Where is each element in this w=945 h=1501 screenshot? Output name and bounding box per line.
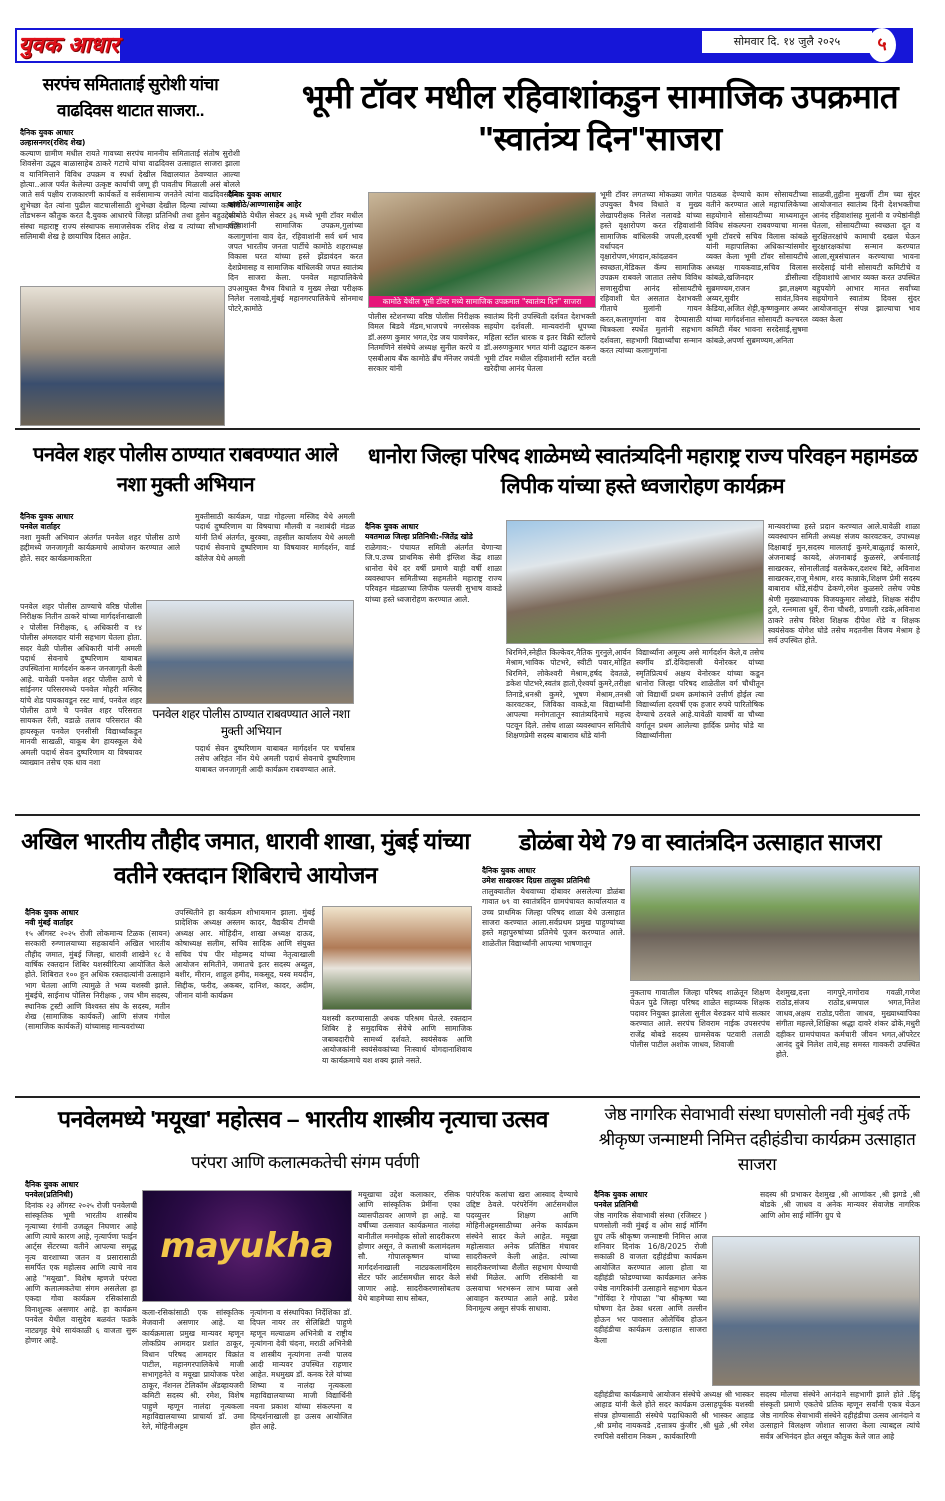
article-text: कल्याण ग्रामीण मधील रायते गावच्या सरपंच माननीय समिताताई संतोष सुरोशी शिवसेना उद्धव बाळासाहेब ठाकरे गटाचे यांचा वाढदिवस उत्साहात साजरा झाला व यानिमित्ताने विविध उपक्रम व स्पर्धा देखील विद्यालयात ठेवण्यात आल्या होत्या..आज पर्यंत केलेल्या उत्कृष्ट कार्याची जणू ही पावतीच मिळाली असं बोलले जाते सर्व पक्षीय राजकारणी कार्यकर्ते व सर्वसामान्य जनतेने त्यांना वाढदिवसाच्या शुभेच्छा देत त्यांना पुढील वाटचालीसाठी शुभेच्छा देखील दिल्या त्यांच्या कार्याचे तोंडभरून कौतुक करत दै.युवक आधारचे जिल्हा प्रतिनिधी तथा हुसेन बहुउद्देशीय संस्था महाराष्ट्र राज्य संस्थापक समाजसेवक रशिद शेख व त्यांच्या सौभाग्यवती सलिमाबी शेख हे छायाचित्र दिसत आहेत. [20, 148, 240, 242]
byline: उल्हासनगर(रशिद शेख) [20, 138, 86, 148]
article-headline: धानोरा जिल्हा परिषद शाळेमध्ये स्वातंत्र्यदिनी महाराष्ट्र राज्य परिवहन महामंडळ लिपीक यांच्या हस्ते ध्वजारोहण कार्यक्रम [367, 445, 918, 498]
article-column: पारंपरिक कलांचा खरा आस्वाद देण्याचे उद्दिष्ट ठेवले. परंपरेनिंग आर्टसमधील पदव्युत्तर शिक्षण आणि मोहिनीअट्टमसाठीच्या अनेक कार्यक्रम संस्थेने सादर केले आहेत. मयूखा महोत्सवात अनेक प्रतिष्ठित मंचावर सादरीकरणे केली आहेत. त्यांच्या सादरीकरणांच्या शैलीत सहभाग घेण्याची संधी मिळेल. आणि रसिकांनी या उत्सवाचा भरभरून लाभ घ्यावा असे आवाहन करण्यात आले आहे. प्रवेश विनामूल्य असून संपर्क साधावा. [466, 1190, 578, 1314]
article-column: नृत्यांगना व संस्थापिका निर्देशिका डॉ. दिपल नायर तर सेलिब्रिटी पाहुणे म्हणून मल्याळम अभिनेत्री व राष्ट्रीय नृत्यांगना देवी चंदना, मराठी अभिनेत्री व शास्त्रीय नृत्यांगना तन्वी पालव आदी मान्यवर उपस्थित राहणार आहेत. मधमुख्य डॉ. कनक रेले यांच्या शिष्या व नालंदा नृत्यकला महाविद्यालयाच्या माजी विद्यार्थिनी नयना प्रकाश यांच्या संकल्पना व दिग्दर्शनाखाली हा उत्सव आयोजित होत आहे. [250, 1308, 352, 1432]
article-column: मयूखाचा उद्देश कलाकार, रसिक आणि सांस्कृतिक प्रेमींना एका व्यासपीठावर आणणे हा आहे. या वर्षीच्या उत्सवात कार्यक्रमात नालंदा बानीतील मनमोहक सोलो सादरीकरण होणार असून, ते कलाश्री कलामंदलम सौ. गोपालकृष्णन यांच्या मार्गदर्शनाखाली नाट्यकलामंदिरम सेंटर फॉर आर्टसमधील सादर केले जाणार आहे. सादरीकरणासोबतच येथे बाहमेच्या साथ सोबत, [358, 1190, 460, 1304]
article-column: भूमी टॉवर लगतच्या मोकळ्या जागेत उपयुक्त वैभव विधाते व मुख्य लेखापरीक्षक निलेश नलावडे यांच्या हस्ते वृक्षारोपण करत रहिवाशांनी सामाजिक बांधिलकी जपली,दरवर्षी वर्धापदन वृक्षारोपण,भंगदान,कांदळवन स्वच्छता,मेडिकल कॅम्प सामाजिक उपक्रम राबवले जातात तसेच विविध सणासुदीचा आनंद सोसायटीचे रहिवाशी घेत असतात देशभक्ती गीताचे मुलांनी गायन करत,कलागुणांना वाव देण्यासाठी चित्रकला स्पर्धेत मुलांनी सहभाग दर्शवला, सहभागी विद्यार्थ्यांचा सन्मान करत त्यांच्या कलागुणांना [600, 190, 702, 356]
article-headline: जेष्ठ नागरिक सेवाभावी संस्था घणसोली नवी मुंबई तर्फे श्रीकृष्ण जन्माष्टमी निमित्त दहीहंडीचा कार्यक्रम उत्साहात साजरा [598, 1105, 916, 1174]
byline: पनवेल(प्रतिनिधी) [25, 1190, 74, 1200]
article-column [25, 908, 170, 1088]
byline: दैनिक युवक आधार [25, 908, 79, 917]
article-column: सदस्य श्री प्रभाकर देशमुख ,श्री आणांकर ,श्री झगडे ,श्री बोडके ,श्री जाधव व अनेक मान्यवर सेवाजेष्ठ नागरिक आणि ओम साई मॉर्निंग ग्रुप चे [760, 1190, 920, 1220]
byline: दैनिक युवक आधार [365, 522, 419, 531]
article-column: नुकताच गावातील जिल्हा परिषद शाळेतून शिक्षण घेऊन पुढे जिल्हा परिषद शाळेत सहाय्यक शिक्षक पदावर नियुक्त झालेला सुनील येरुडकर यांचे सत्कार करण्यात आले. सरपंच शिवराम नाईक उपसरपंच राजेंद्र बोबडे सदस्य ग्रामसेवक पटवारी तलाठी पोलीस पाटील अशोक जाधव, शिवाजी [630, 988, 770, 1050]
photo-blood-donation [322, 906, 472, 1010]
article-headline: पनवेलमध्ये 'मयूखा' महोत्सव – भारतीय शास्त्रीय नृत्याचा उत्सव [58, 1106, 548, 1132]
article-column [25, 1180, 137, 1490]
article-column: मुक्तीसाठी कार्यक्रम, पाडा गोहल्ला मस्जिद येथे अमली पदार्थ दुष्परिणाम या विषयाचा मौलवी व नशाबंदी मंडळ यांनी तिर्थ अंतर्गत, बुरक्या, तहसील कार्यालय येथे अमली पदार्थ सेवनाचे दुष्परिणाम या विषयावर मार्गदर्शन, वार्ड कॉलेज येथे अमली [195, 512, 355, 563]
byline: दैनिक युवक आधार [594, 1190, 648, 1199]
photo-dahi-handi [712, 1236, 920, 1386]
article-column [20, 512, 180, 602]
photo-birthday-celebration [20, 286, 225, 426]
byline: दैनिक युवक आधार [482, 866, 536, 875]
photo-village-gathering [630, 866, 920, 981]
byline: उमेश साखरकर दिग्रस तालुका प्रतिनिधी [482, 876, 590, 886]
photo-independence-day [368, 192, 596, 308]
article-text: दिनांक २३ ऑगस्ट २०२५ रोजी पनवेलची सांस्कृतिक भूमी भारतीय शास्त्रीय नृत्याच्या रंगांनी उजळून निघणार आहे आणि त्याचे कारण आहे, नृत्यार्पणा फाईन आर्ट्स सेंटरच्या वतीने आपल्या समृद्ध नृत्य वारशाच्या जतन व प्रसारासाठी समर्पित एक महोत्सव आणि त्याचे नाव आहे "मयूखा". विशेष म्हणजे परंपरा आणि कलात्मकतेचा संगम असलेला हा एकदा गोवा कार्यक्रम रसिकांसाठी विनाशुल्क असणार आहे. हा कार्यक्रम पनवेल येथील वासुदेव बळवंत फडके नाट्यगृह येथे सायंकाळी ६ वाजता सुरू होणार आहे. [25, 1200, 137, 1346]
byline: दैनिक युवक आधार [20, 128, 74, 137]
article-column: पोलीस स्टेशनच्या वरिष्ठ पोलीस निरीक्षक विमल बिडवे मॅडम,भाजपचे नगरसेवक डॉ.अरुण कुमार भगत,ऐड जय पावणेकर, नितमणिने संस्थेचे अध्यक्ष सुनील करपे व एसबीआय बँक कामोठे ब्रँच मॅनेजर जयंती सरकार यांनी [368, 312, 480, 374]
photo-caption: कामोठे येथील भूमी टॉवर मध्ये सामाजिक उपक्रमात "स्वातंत्र्य दिन" साजरा [369, 296, 595, 307]
article-column: देशमुख,दत्ता नागपुरे,नागोराव गवळी,गणेश राठोड,संजय राठोड,धम्मपाल भगत,नितेश जाधव,अक्षय राठोड,परीता जाधव, मुख्याध्यापिका संगीता महल्ले,शिक्षिका श्रद्धा दावरे शंकर ढोके,मधुरी दहीकर ग्रामपंचायत कर्मचारी जीवन भगत,ऑपरेटर आनंद दुबे निलेश ताये,सह समस्त गावकरी उपस्थित होते. [776, 988, 920, 1060]
section-divider [15, 428, 920, 430]
byline: पनवेल वार्ताहर [20, 522, 61, 532]
byline: पनवेल प्रतिनिधी [594, 1200, 638, 1210]
article-column: विद्यार्थ्यांना अमूल्य असे मार्गदर्शन केले,व तसेच स्वर्गीय डॉ.देविदासजी येनोरकर यांच्या स्मृतिप्रित्यर्थ अक्षय येनोरकर यांच्या कडून धानोरा जिल्हा परिषद शाळेतील वर्ग चौथीतून जो विद्यार्थी प्रथम क्रमांकाने उत्तीर्ण होईल त्या विद्यार्थ्याला दरवर्षी एक हजार रुपये पारितोषिक देण्याचे ठरवले आहे.यावेळी यावर्षी वा चौथ्या वर्गातून प्रथम आलेल्या हार्दिक प्रमोद घोडे या विद्यार्थ्यांनीला [636, 648, 764, 741]
article-text: नशा मुक्ती अभियान अंतर्गत पनवेल शहर पोलीस ठाणे हद्दीमध्ये जनजागृती कार्यक्रमाचे आयोजन करण्यात आले होते. सदर कार्यक्रमाकरिता [20, 532, 180, 563]
byline: दैनिक युवक आधार [25, 1180, 79, 1189]
article-body [20, 128, 240, 283]
byline: दैनिक युवक आधार [20, 512, 74, 521]
article-text: तालुक्यातील येथवाच्या दोबावर असलेल्या डोळंबा गावात ७९ वा स्वातंत्रदिन ग्रामपंचायत कार्यालयात व उच्च प्राथमिक जिल्हा परिषद शाळा येथे उत्साहात साजरा करण्यात आला.सर्वप्रथम प्रमुख पाहुण्यांच्या हस्ते महापुरुषांच्या प्रतिमेचे पूजन करण्यात आले. शाळेतील विद्यार्थ्यांनी आपल्या भाषणातून [482, 886, 625, 948]
article-column: पदार्थ सेवन दुष्परिणाम याबाबत मार्गदर्शन पर चर्चासत्र तसेच अरिहंत नॉन येथे अमली पदार्थ सेवनाचे दुष्परिणाम याबाबत जनजागृती आदी कार्यक्रम राबवण्यात आले. [195, 744, 355, 774]
article-headline: अखिल भारतीय तौहीद जमात, धारावी शाखा, मुंबई यांच्या वतीने रक्तदान शिबिराचे आयोजन [21, 828, 470, 888]
section-divider [15, 814, 920, 816]
article-headline: सरपंच समिताताई सुरोशी यांचा वाढदिवस थाटात साजरा.. [42, 75, 219, 120]
article-headline: पनवेल शहर पोलीस ठाण्यात राबवण्यात आले नशा मुक्ती अभियान [33, 444, 338, 496]
article-column: धिरमिने,स्नेहीत किल्केवर,नैतिक गुरनुले,आर्यन मेश्राम,भाविक पोटभरे, स्वीटी पवार,मोहित धिरमिने, लोकेश्वरी मेश्राम,हर्षद देवतळे, डकेश पोटभरे,स्वतंत्र हातो,ऐश्वर्या कुमरे,तरीक्षा तिनाडे,धनश्री कुमरे, भूषण मेश्राम,तनश्री कारवटकर, जिविका वाकडे,या विद्यार्थ्यांनी आपल्या मनोगतातून स्वातंत्र्यदिनाचे महत्त्व पटवून दिले. तसेच शाळा व्यवस्थापन समितीचे शिक्षणप्रेमी सदस्य बाबाराव धोंडे यांनी [506, 648, 631, 741]
article-column: मान्यवरांच्या हस्ते प्रदान करण्यात आले.यावेळी शाळा व्यवस्थापन समिती अध्यक्ष संजय कारवटकर, उपाध्यक्ष दिक्षाबाई मुन,सदस्य मालताई कुमरे,बाळूताई कासारे, अंजनाबाई कायदे, अंजनाबाई कुळसरे, अर्चनाताई साखरकर, सोनालीताई वलकेकर,दशरथ बिटे, अविनाश साखरकर,राजू मेश्राम, शरद कान्नाके,शिक्षण प्रेमी सदस्य बाबाराव धोंडे,संदीप ढेकणे,रमेश कुळसरे तसेच ज्येष्ठ श्रेणी मुख्याध्यापक विजयकुमार लोखंडे, शिक्षक संदीप टुले, रत्नमाला धुर्वे, रीना चौधरी, प्रणाली रडके,अविनाश ठाकरे तसेच विरेश शिक्षक दीपेश शेंडे व शिक्षक स्वयंसेवक योगेश घोडे तसेच मदतनीस विजय मेश्राम हे सर्व उपस्थित होते. [768, 522, 920, 646]
newspaper-logo: युवक आधार [17, 30, 120, 61]
article-column: सदस्य मोलचा संस्थेने आनंदाने सहभागी झाले होते .हिंदू संस्कृती प्रमाणे एकतेचे प्रतिक म्हणून सर्वांनी एकत्र येऊन जेष्ठ नागरिक सेवाभावी संस्थेने दहीहंडीचा उत्सव आनंदाने व उत्साहाने विलक्षण जोशात साजरा केला त्याबद्दल त्यांचे सर्वत्र अभिनंदन होत असून कौतुक केले जात आहे [760, 1390, 920, 1441]
article-column: दहीहंडीचा कार्यक्रमाचे आयोजन संस्थेचे अध्यक्ष श्री भास्कर आहाड यांनी केले होते सदर कार्यक्रम उत्साहपूर्वक यशस्वी संपन्न होण्यासाठी संस्थेचे पदाधिकारी श्री भास्कर आहाड ,श्री प्रमोद नायकवडे ,दत्तात्रय कुंजीर ,श्री धुळे ,श्री रमेश रणपिसे वसीराम निकम , कार्यकारिणी [594, 1390, 754, 1441]
article-text: जेष्ठ नागरिक सेवाभावी संस्था (रजिस्टर ) घणसोली नवी मुंबई व ओम साई मॉर्निंग ग्रुप तर्फे श्रीकृष्ण जन्माष्टमी निमित्त आज शनिवार दिनांक 16/8/2025 रोजी सकाळी 8 वाजता दहीहंडीचा कार्यक्रम आयोजित करण्यात आला होता या दहीहंडी फोडण्याच्या कार्यक्रमात अनेक ज्येष्ठ नागरिकांनी उत्साहाने सहभाग घेऊन "गोविंदा रे गोपाळा "या श्रीकृष्ण च्या घोषणा देत ठेका धरला आणि तल्लीन होऊन भर पावसात ओलेचिंब होऊन दहीहंडीचा कार्यक्रम उत्साहात साजरा केला [594, 1210, 707, 1345]
article-column [594, 1190, 707, 1386]
article-headline: भूमी टॉवर मधील रहिवाशांकडुन सामाजिक उपक्रमात "स्वातंत्र्य दिन"साजरा [301, 78, 899, 157]
article-column: पाठबळ देण्याचे काम सोसायटीच्या वतीने करण्यात आले महापालिकेच्या सहयोगाने सोसायटीच्या माध्यमातून विविध संकल्पना राबवण्याचा मानस भूमी टॉवरचे सचिव विलास कांबळे यांनी महापालिका अधिकाऱ्यांसमोर व्यक्त केला भूमी टॉवर सोसायटीचे अध्यक्ष गायकवाड,सचिव विलास कांबळे,खजिनदार डीसील्वा सुब्रमण्यम,राजन झा,लक्ष्मण अय्यर,सुवीर सावंत,विनय केडिया,अजित शेट्टी,कृष्णकुमार अय्यर यांच्या मार्गदर्शनात सोसायटी कल्चरल कमिटी मेंबर भावना सरदेसाई,सुषमा कांबळे,अपर्णा सुब्रमण्यम,अनिता [706, 190, 808, 345]
article-column: उपस्थितीने हा कार्यक्रम शोभायमान झाला. मुंबई प्रादेशिक अध्यक्ष अस्लम कादर, वैद्यकीय टीमची अध्यक्ष आर. मोहिदीन, शाखा अध्यक्ष दाऊद, कोषाध्यक्ष सलीम, सचिव सादिक आणि संयुक्त सचिव पंच पीर मोहम्मद यांच्या नेतृत्वाखाली आयोजन समितीने, जमातचे इतर सदस्य अब्दुल, बशीर, मीरान, शाहुल हमीद, मकसूद, यस्व मयदीन, सिद्दीक, फरीद, अकबर, दानिश, कादर, अदीम, जीनान यांनी कार्यक्रम [175, 908, 315, 1001]
article-column [365, 522, 502, 642]
article-column [228, 190, 363, 420]
article-headline: डोळंबा येथे 79 वा स्वातंत्रदिन उत्साहात साजरा [519, 829, 881, 855]
section-divider [15, 1096, 920, 1098]
mayukha-festival-logo: mayukha [142, 1190, 352, 1302]
photo-flag-hoisting [506, 520, 764, 644]
article-text: १५ ऑगस्ट २०२५ रोजी लोकमान्य टिळक (सायन) सरकारी रुग्णालयाच्या सहकार्याने अखिल भारतीय तौहीद जमात, मुंबई जिल्हा, धारावी शाखेने १८ वे वार्षिक रक्तदान शिबिर यशस्वीरित्या आयोजित केले होते. शिबिरात १०० हून अधिक रक्तदात्यांनी उत्साहाने भाग घेतला आणि त्यामुळे ते भव्य यशस्वी झाले. मुंबईचे, साईनाथ पोलिस निरीक्षक , जय भीम सदस्य, स्थानिक ट्रस्टी आणि विश्वस्त संघ के सदस्य, मतीन शेख (सामाजिक कार्यकर्ते) आणि संजय गंगोल (सामाजिक कार्यकर्ते) यांच्यासह मान्यवरांच्या [25, 928, 170, 1032]
byline: दैनिक युवक आधार [228, 190, 282, 199]
page-number: ५ [868, 28, 896, 62]
article-column: पनवेल शहर पोलीस ठाण्याचे वरिष्ठ पोलीस निरीक्षक नितीन ठाकरे यांच्या मार्गदर्शनाखाली २ पोलीस निरीक्षक, ६ अधिकारी व १४ पोलीस अंमलदार यांनी सहभाग घेतला होता. सदर वेळी पोलीस अधिकारी यांनी अमली पदार्थ सेवनाचे दुष्परिणाम याबाबत उपस्थितांना मार्गदर्शन करून जनजागृती केली आहे. यावेळी पनवेल शहर पोलीस ठाणे चे सांईनगर परिसरमध्ये पनवेल मोहरी मस्जिद यांचे शेड पायकावडून रस्ट मार्च, पनवेल शहर पोलीस ठाणे चे पनवेल शहर परिसरात सायकल रॅली, वडाळे तलाव परिसरात की हायस्कूल पनवेल एनसीसी विद्यार्थ्यांकडून मानवी साखळी, याकूब बेग हायस्कूल येथे अमली पदार्थ सेवन दुष्परिणाम या विषयावर व्याख्यान तसेच एक धाव नशा [20, 602, 142, 768]
byline: कामोठे/आण्णासाहेब आहेर [228, 200, 302, 210]
issue-date: सोमवार दि. १४ जुलै २०२५ [702, 31, 872, 53]
photo-caption: पनवेल शहर पोलीस ठाण्यात राबवण्यात आले नशा मुक्ती अभियान [152, 707, 350, 738]
article-column: साळवी,तुहीना मुखर्जी टीम च्या सुंदर आयोजनात स्वातंत्र्य दिनी देशभक्तीचा आनंद रहिवाशांसह मुलांनी व ज्येष्ठांनीही घेतला, सोसायटीच्या स्वच्छता दूत व सुरक्षितरक्षांचे कामाची दखल घेऊन सुरक्षारक्षकांचा सन्मान करण्यात आला,सूत्रसंचालन करण्याचा भावना सरदेसाई यांनी सोसायटी कमिटीचे व रहिवाशांचे आभार व्यक्त करत उपस्थित बहुपयोगे आभार मानत सर्वांच्या सहयोगाने स्वातंत्र्य दिवस सुंदर आयोजनातून संपन्न झाल्याचा भाव व्यक्त केला [812, 190, 920, 324]
article-subheadline: परंपरा आणि कलात्मकतेची संगम पर्वणी [191, 1153, 419, 1172]
photo-police-meeting [146, 600, 354, 704]
article-text: कामोठे येथील सेक्टर ३६ मध्ये भूमी टॉवर मधील रहिवाशांनी सामाजिक उपक्रम,गुलांच्या कलागुणांना वाव देत, रहिवाशांनी सर्व धर्म भाव जपत भारतीय जनता पार्टीचे कामोठे शहराध्यक्ष विकास घरत यांच्या हस्ते झेंडावंदन करत देशप्रेमासह व सामाजिक बांधिलकी जपत स्वातंत्र्य दिन साजरा केला. पनवेल महापालिकेचे उपआयुक्त वैभव विधाते व मुख्य लेखा परीक्षक निलेश नलावडे,मुंबई महानगरपालिकेचे सोनमाथ पोटरे,कामोठे [228, 210, 363, 314]
byline: यवतमाळ जिल्हा प्रतिनिधी:-जितेंद्र खोडे [365, 532, 473, 542]
article-column: यशस्वी करण्यासाठी अथक परिश्रम घेतले. रक्तदान शिबिर हे समुदायिक सेवेचे आणि सामाजिक जबाबदारीचे सामर्थ्य दर्शवते. स्वयंसेवक आणि आयोजकांनी स्वयंसेवकांच्या निःस्वार्थ योगदानाशिवाय या कार्यक्रमाचे यश शक्य झाले नसते. [322, 1014, 472, 1065]
article-column: कला-रसिकांसाठी एक सांस्कृतिक मेजवानी असणार आहे. या कार्यक्रमाला प्रमुख मान्यवर म्हणून लोकप्रिय आमदार प्रशांत ठाकूर, विधान परिषद आमदार विक्रांत पाटील, महानगरपालिकेचे माजी सभागृहनेते व मयूखा प्रायोजक परेश ठाकूर, नॅशनल टेलिकॉम ॲडव्हायजरी कमिटी सदस्य श्री. रमेश, विशेष पाहुणे म्हणून नालंदा नृत्यकला महाविद्यालयाच्या प्राचार्या डॉ. उमा रेले, मोहिनीअट्टम [142, 1308, 244, 1432]
article-column: स्वातंत्र्य दिनी उपस्थिती दर्शवत देशभक्ती सहयोग दर्शवली. मान्यवरांनी धूपच्या महिला स्टॉल धारक व इतर विक्री स्टॉलचे डॉ.अरुणकुमार भगत यांनी उद्घाटन करून भूमी टॉवर मधील रहिवाशांनी स्टॉल वरती खरेदीचा आनंद घेतला [484, 312, 596, 374]
byline: नवी मुंबई वार्ताहर [25, 918, 73, 928]
article-text: राळेगाव:- पंचायत समिती अंतर्गत येणाऱ्या जि.प.उच्च प्राथमिक सेमी इंग्लिश केंद्र शाळा धानोरा येथे दर वर्षी प्रमाणे याही वर्षी शाळा व्यवस्थापन समितीच्या सहमतीने महाराष्ट्र राज्य परिवहन मंडळाच्या लिपीक पल्लवी सुभाष वाकडे यांच्या हस्ते ध्वजारोहण करण्यात आले. [365, 542, 502, 604]
article-column [482, 866, 625, 1088]
